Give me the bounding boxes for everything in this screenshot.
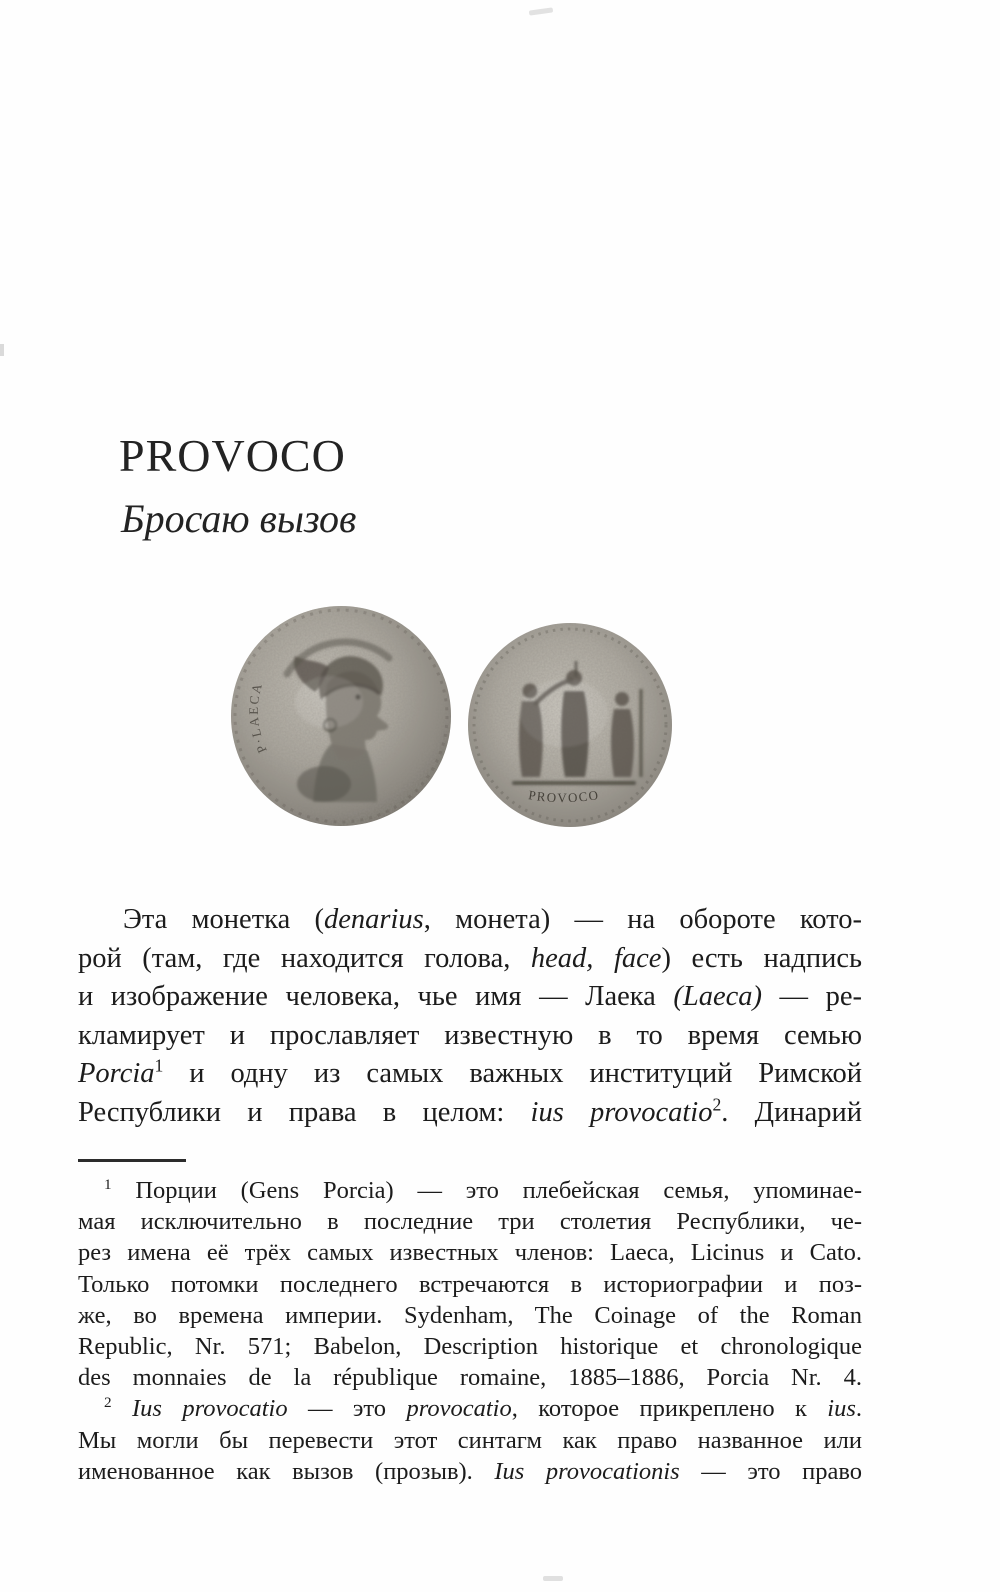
footnotes: [78, 1175, 862, 1487]
text-line: Porcia$^1$ и одну из самых важных институций Римской: [78, 1055, 862, 1090]
chapter-title: PROVOCO: [119, 430, 346, 481]
coin-obverse-photo: [229, 604, 453, 828]
text-line: же, во времена империи. Sydenham, The Coinage of the Roman: [78, 1301, 862, 1329]
text-line: Republic, Nr. 571; Babelon, Description historique et chronologique: [78, 1333, 862, 1361]
text-line: рой (там, где находится голова, head, face) есть надпись: [78, 942, 862, 974]
chapter-subtitle: Бросаю вызов: [121, 496, 357, 541]
text-line: des monnaies de la république romaine, 1885–1886, Porcia Nr. 4.: [78, 1364, 862, 1392]
scan-artifact-left: [0, 344, 4, 356]
text-line: Эта монетка (denarius, монета) — на обороте кото-: [123, 904, 862, 935]
body-paragraph: [78, 901, 862, 1133]
text-line: мая исключительно в последние три столетия Республики, че-: [78, 1208, 862, 1236]
text-line: Только потомки последнего встречаются в историографии и поз-: [78, 1270, 862, 1298]
text-line: именованное как вызов (прозыв). Ius provocationis — это право: [78, 1457, 862, 1485]
obverse-legend-text: P·LAECA: [245, 680, 270, 756]
text-line: $^1$ Порции (Gens Porcia) — это плебейская семья, упоминае-: [104, 1175, 862, 1204]
scan-artifact-top: [529, 7, 553, 15]
text-line: $^2$ Ius provocatio — это provocatio, которое прикреплено к ius.: [104, 1394, 863, 1423]
text-line: рез имена её трёх самых известных членов: Laeca, Licinus и Cato.: [78, 1239, 862, 1267]
text-line: и изображение человека, чье имя — Лаека (Laeca) — ре-: [78, 981, 862, 1013]
scan-artifact-bottom: [543, 1576, 563, 1581]
text-line: Мы могли бы перевести этот синтагм как право названное или: [78, 1426, 862, 1454]
text-line: кламирует и прославляет известную в то время семью: [78, 1019, 862, 1051]
footnote-separator-rule: [78, 1159, 186, 1162]
coin-reverse-image: [466, 621, 674, 829]
coin-reverse-photo: [466, 621, 674, 829]
text-line: Республики и права в целом: ius provocatio$^2$. Динарий: [78, 1094, 862, 1128]
coin-obverse-image: [229, 604, 453, 828]
reverse-legend-text: PROVOCO: [527, 786, 601, 806]
